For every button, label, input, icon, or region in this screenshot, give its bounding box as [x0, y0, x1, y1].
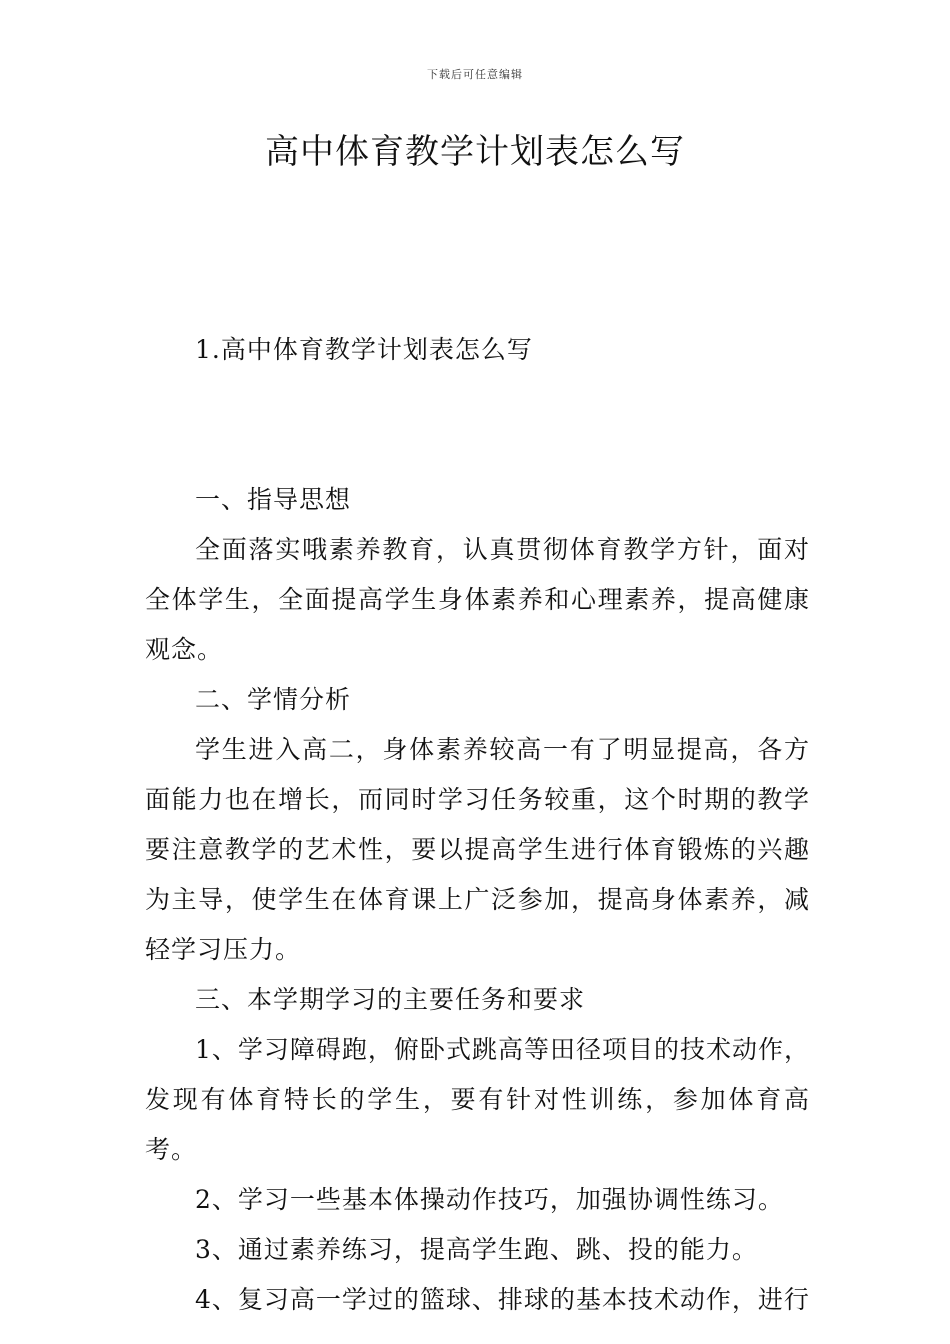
list-item-task-3: 3、通过素养练习，提高学生跑、跳、投的能力。 [195, 1235, 758, 1264]
spacer [145, 425, 810, 475]
document-title: 高中体育教学计划表怎么写 [265, 132, 685, 172]
paragraph-student-analysis: 学生进入高二，身体素养较高一有了明显提高，各方面能力也在增长，而同时学习任务较重，这个时期的教学要注意教学的艺术性，要以提高学生进行体育锻炼的兴趣为主导，使学生在体育课上广泛参加，提高身体素养，减轻学习压力。 [145, 735, 810, 964]
document-body [145, 325, 810, 1325]
subheading-main-tasks: 三、本学期学习的主要任务和要求 [195, 985, 586, 1014]
list-item-task-2: 2、学习一些基本体操动作技巧，加强协调性练习。 [195, 1185, 784, 1214]
subheading-student-analysis: 二、学情分析 [195, 685, 352, 714]
paragraph-guiding-ideology: 全面落实哦素养教育，认真贯彻体育教学方针，面对全体学生，全面提高学生身体素养和心理素养，提高健康观念。 [145, 535, 810, 664]
header-note: 下载后可任意编辑 [427, 68, 523, 81]
list-item-task-1: 1、学习障碍跑，俯卧式跳高等田径项目的技术动作，发现有体育特长的学生，要有针对性训练，参加体育高考。 [145, 1035, 810, 1164]
list-item-task-4: 4、复习高一学过的篮球、排球的基本技术动作，进行 [195, 1285, 810, 1314]
section-heading: 1.高中体育教学计划表怎么写 [195, 335, 533, 364]
subheading-guiding-ideology: 一、指导思想 [195, 485, 352, 514]
